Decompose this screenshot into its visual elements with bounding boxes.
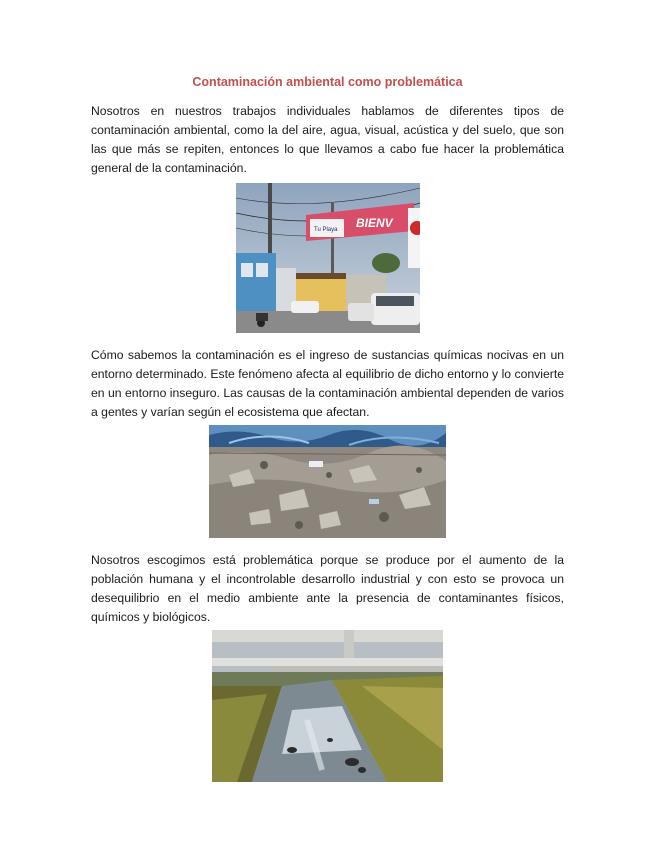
- billboard-text: BIENV: [356, 216, 393, 230]
- debris-pile-photo: [209, 425, 446, 538]
- polluted-river-photo: [212, 630, 443, 782]
- document-title: Contaminación ambiental como problemática: [192, 75, 463, 89]
- paragraph-3: Nosotros escogimos está problemática porque se produce por el aumento de la población humana y el incontrolable desarrollo industrial y con esto se provoca un desequilibrio en el medio ambiente ante la presencia de contaminantes físicos, químicos y biológicos.: [91, 553, 564, 624]
- billboard-small-text: Tu Playa: [314, 227, 338, 233]
- paragraph-2: Cómo sabemos la contaminación es el ingreso de sustancias químicas nocivas en un entorno determinado. Este fenómeno afecta al equilibrio de dicho entorno y lo convierte en un entorno inseguro. Las causas de la contaminación ambiental dependen de varios a gentes y varían según el ecosistema que afectan.: [91, 348, 564, 419]
- street-billboard-photo: [236, 183, 420, 333]
- paragraph-1: Nosotros en nuestros trabajos individuales hablamos de diferentes tipos de contaminación ambiental, como la del aire, agua, visual, acústica y del suelo, que son las que más se repiten, entonces lo que llevamos a cabo fue hacer la problemática general de la contaminación.: [91, 104, 564, 175]
